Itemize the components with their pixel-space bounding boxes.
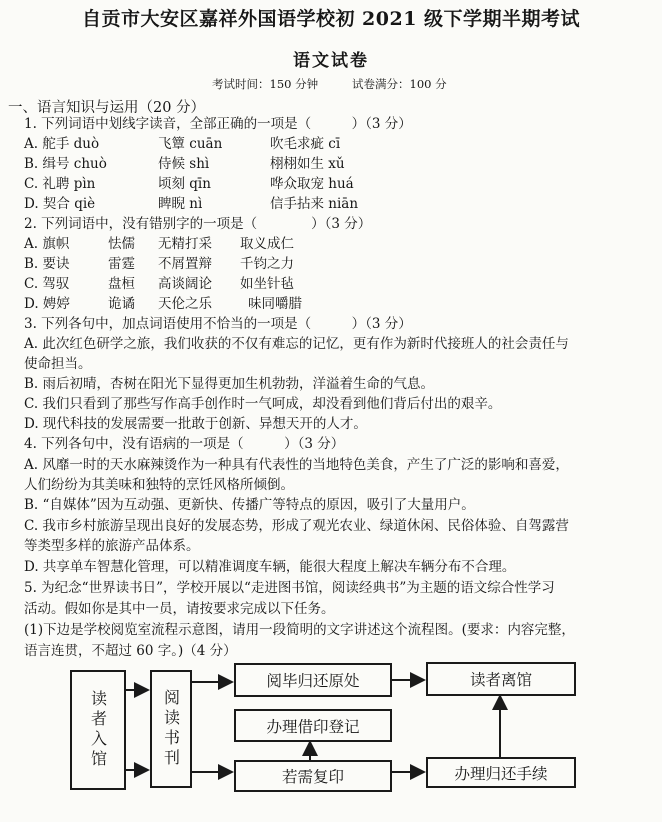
q1-a-2: 飞簟 cuān bbox=[158, 136, 223, 152]
q2-d-3: 天伦之乐 bbox=[158, 296, 212, 312]
flow-node-enter bbox=[70, 670, 126, 790]
q5-line1: 5. 为纪念“世界读书日”，学校开展以“走进图书馆，阅读经典书”为主题的语文综合性学习 bbox=[24, 580, 555, 596]
flow-node-read bbox=[150, 670, 192, 788]
q4-option-c-line2: 等类型多样的旅游产品体系。 bbox=[24, 538, 200, 554]
q3-option-c: C. 我们只看到了那些写作高手创作时一气呵成，却没看到他们背后付出的艰辛。 bbox=[24, 396, 502, 412]
q3-option-d: D. 现代科技的发展需要一批敢于创新、异想天开的人才。 bbox=[24, 416, 367, 432]
flow-node-leave bbox=[426, 662, 576, 696]
q1-stem: 1. 下列词语中划线字读音，全部正确的一项是（ ）（3 分） bbox=[24, 116, 412, 132]
q2-a-4: 取义成仁 bbox=[240, 236, 294, 252]
section-heading: 一、语言知识与运用（20 分） bbox=[8, 100, 206, 116]
q1-c-3: 哗众取宠 huá bbox=[270, 176, 354, 192]
q1-c-2: 顷刻 qīn bbox=[158, 176, 211, 192]
q2-c-4: 如坐针毡 bbox=[240, 276, 294, 292]
q1-d-1: D. 契合 qiè bbox=[24, 196, 96, 212]
q2-d-2: 诡谲 bbox=[108, 296, 135, 312]
q1-a-3: 吹毛求疵 cī bbox=[270, 136, 341, 152]
flow-node-return-procedure bbox=[426, 757, 576, 788]
q3-stem: 3. 下列各句中，加点词语使用不恰当的一项是（ ）（3 分） bbox=[24, 316, 412, 332]
q2-c-1: C. 驾驭 bbox=[24, 276, 70, 292]
flow-node-enter-label: 读者入馆 bbox=[88, 690, 108, 770]
q2-c-2: 盘桓 bbox=[108, 276, 135, 292]
q2-d-4: 味同嚼腊 bbox=[248, 296, 302, 312]
q5-line2: 活动。假如你是其中一员，请按要求完成以下任务。 bbox=[24, 601, 335, 617]
q2-c-3: 高谈阔论 bbox=[158, 276, 212, 292]
q2-b-1: B. 要诀 bbox=[24, 256, 70, 272]
q5-line4: 语言连贯，不超过 60 字。)（4 分） bbox=[24, 643, 237, 659]
q3-option-a-line2: 使命担当。 bbox=[24, 356, 92, 372]
q4-stem: 4. 下列各句中，没有语病的一项是（ ）（3 分） bbox=[24, 436, 345, 452]
q1-b-1: B. 缉号 chuò bbox=[24, 156, 107, 172]
q1-b-2: 侍候 shì bbox=[158, 156, 210, 172]
flow-node-return-books bbox=[234, 663, 392, 697]
q2-d-1: D. 娉婷 bbox=[24, 296, 70, 312]
q2-a-3: 无精打采 bbox=[158, 236, 212, 252]
q2-b-3: 不屑置辩 bbox=[158, 256, 212, 272]
q3-option-a-line1: A. 此次红色研学之旅，我们收获的不仅有难忘的记忆，更有作为新时代接班人的社会责任与 bbox=[24, 336, 569, 352]
q4-option-a-line1: A. 风靡一时的天水麻辣烫作为一种具有代表性的当地特色美食，产生了广泛的影响和喜爱， bbox=[24, 457, 569, 473]
flow-node-return-books-label: 阅毕归还原处 bbox=[266, 672, 360, 690]
q4-option-b: B. “自媒体”因为互动强、更新快、传播广等特点的原因，吸引了大量用户。 bbox=[24, 497, 475, 513]
flow-node-read-label: 阅读书刊 bbox=[161, 689, 181, 769]
q2-stem: 2. 下列词语中，没有错别字的一项是（ ）（3 分） bbox=[24, 216, 372, 232]
q1-d-2: 睥睨 nì bbox=[158, 196, 203, 212]
q1-b-3: 栩栩如生 xǔ bbox=[270, 156, 345, 172]
q5-line3: (1)下边是学校阅览室流程示意图，请用一段简明的文字讲述这个流程图。(要求：内容完整， bbox=[24, 622, 575, 638]
q4-option-a-line2: 人们纷纷为其美味和独特的烹饪风格所倾倒。 bbox=[24, 477, 294, 493]
flow-node-return-procedure-label: 办理归还手续 bbox=[454, 764, 548, 783]
q4-option-c-line1: C. 我市乡村旅游呈现出良好的发展态势，形成了观光农业、绿道休闲、民俗体验、自驾露营 bbox=[24, 518, 569, 534]
flow-node-copy-label: 若需复印 bbox=[281, 768, 344, 786]
q1-d-3: 信手拈来 niān bbox=[270, 196, 359, 212]
q1-c-1: C. 礼聘 pìn bbox=[24, 176, 96, 192]
exam-subtitle: 语文试卷 bbox=[293, 51, 369, 71]
flow-node-borrow-register-label: 办理借印登记 bbox=[266, 717, 360, 736]
q3-option-b: B. 雨后初晴，杏树在阳光下显得更加生机勃勃，洋溢着生命的气息。 bbox=[24, 376, 435, 392]
flow-node-copy bbox=[234, 760, 392, 792]
q2-a-2: 怯儒 bbox=[108, 236, 135, 252]
exam-time: 考试时间：150 分钟 bbox=[212, 77, 319, 91]
flow-node-leave-label: 读者离馆 bbox=[469, 671, 532, 689]
q2-b-4: 千钧之力 bbox=[240, 256, 294, 272]
q2-b-2: 雷霆 bbox=[108, 256, 135, 272]
q1-a-1: A. 舵手 duò bbox=[24, 136, 100, 152]
q2-a-1: A. 旗帜 bbox=[24, 236, 70, 252]
exam-title: 自贡市大安区嘉祥外国语学校初 2021 级下学期半期考试 bbox=[81, 8, 581, 30]
exam-score: 试卷满分：100 分 bbox=[352, 77, 447, 91]
flow-node-borrow-register bbox=[234, 709, 392, 742]
q4-option-d: D. 共享单车智慧化管理，可以精准调度车辆，能很大程度上解决车辆分布不合理。 bbox=[24, 559, 516, 575]
